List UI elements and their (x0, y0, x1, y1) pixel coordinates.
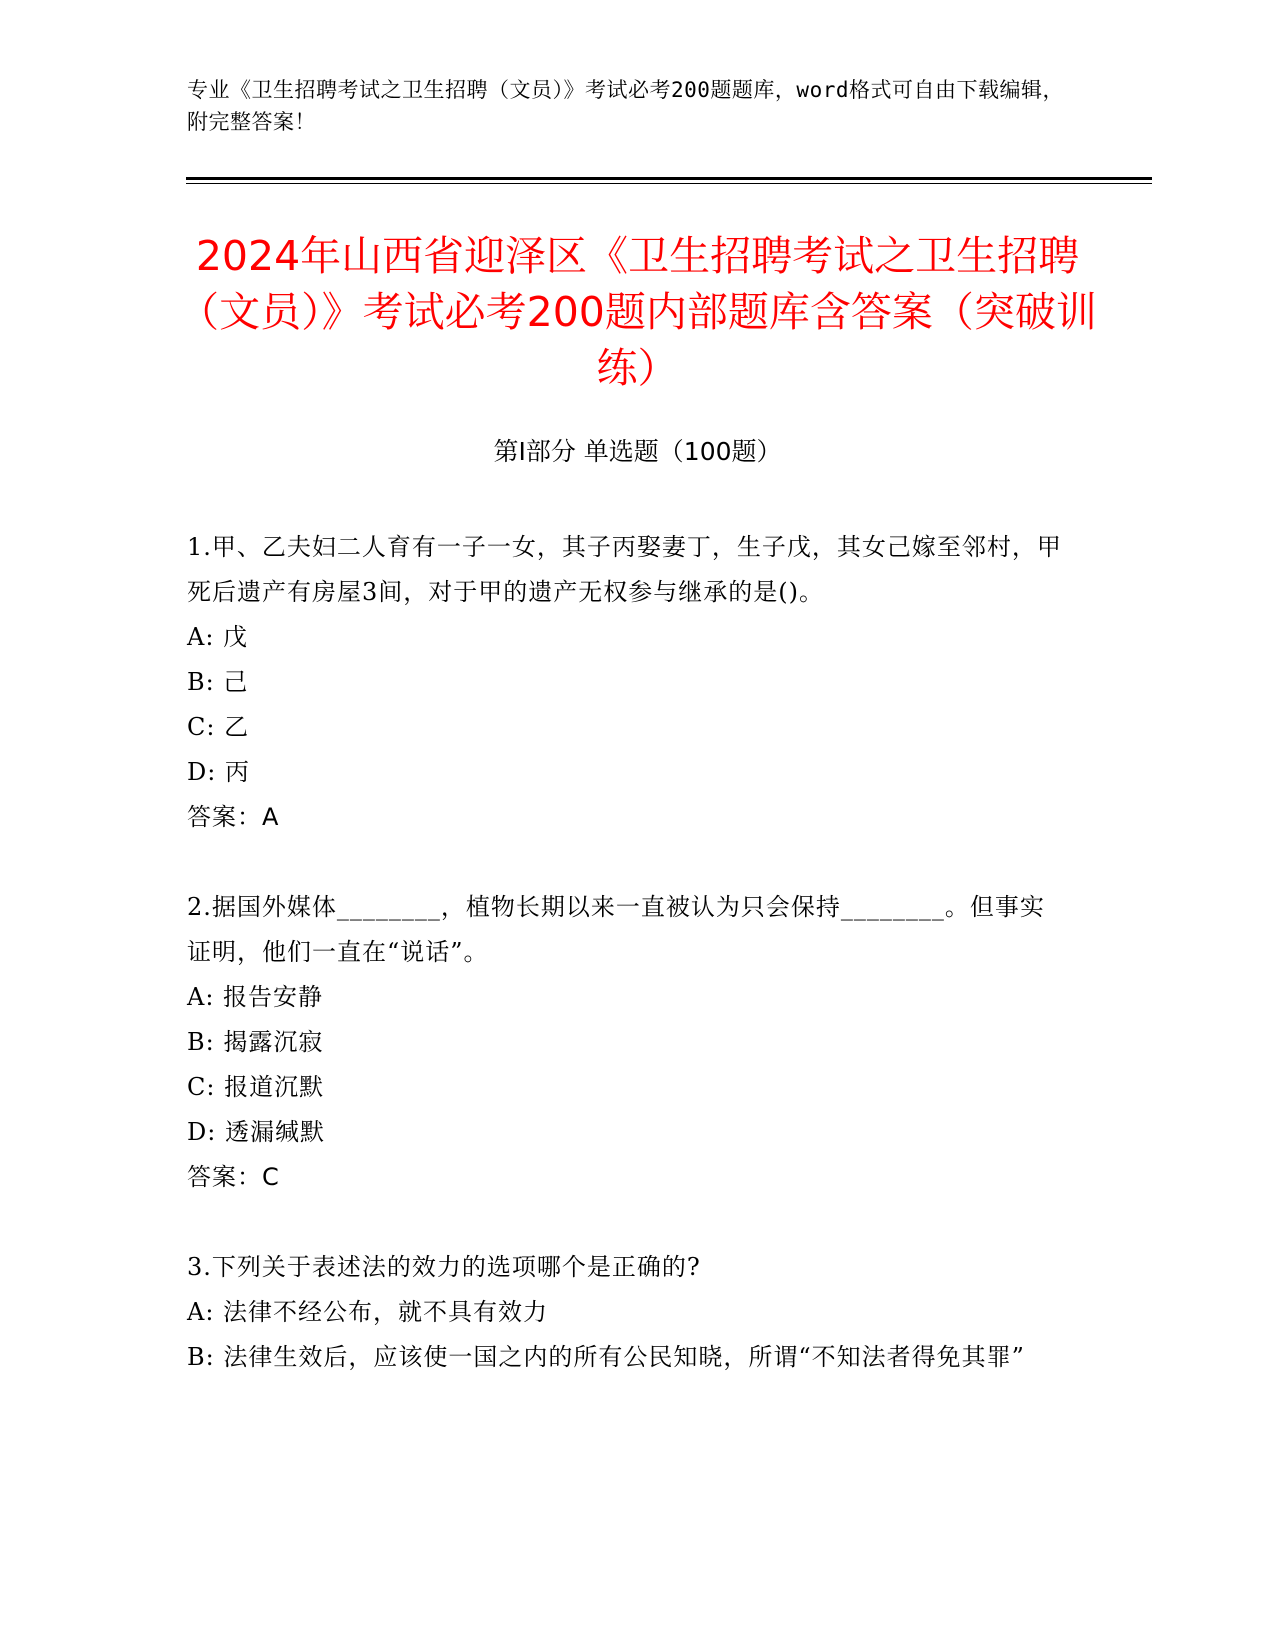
option-d: D: 丙 (187, 758, 250, 786)
question-stem: 1.甲、乙夫妇二人育有一子一女，其子丙娶妻丁，生子戊，其女己嫁至邻村，甲死后遗产有房屋3间，对于甲的遗产无权参与继承的是()。 (187, 533, 1062, 606)
option-a: A: 报告安静 (187, 983, 324, 1011)
answer-line: 答案：A (187, 803, 280, 831)
document-title: 2024年山西省迎泽区《卫生招聘考试之卫生招聘（文员）》考试必考200题内部题库含答案（突破训练） (178, 232, 1097, 392)
question-list (187, 525, 1067, 1425)
option-d: D: 透漏缄默 (187, 1118, 325, 1146)
option-b: B: 揭露沉寂 (187, 1028, 324, 1056)
section-heading: 第Ⅰ部分 单选题（100题） (493, 437, 782, 466)
question-stem: 2.据国外媒体________，植物长期以来一直被认为只会保持________。但事实证明，他们一直在“说话”。 (187, 893, 1045, 966)
option-a: A: 法律不经公布，就不具有效力 (187, 1298, 549, 1326)
question-2 (187, 885, 1067, 1200)
option-c: C: 乙 (187, 713, 250, 741)
option-a: A: 戊 (187, 623, 249, 651)
option-b: B: 己 (187, 668, 249, 696)
option-b: B: 法律生效后，应该使一国之内的所有公民知晓，所谓“不知法者得免其罪” (187, 1343, 1025, 1371)
option-c: C: 报道沉默 (187, 1073, 325, 1101)
question-1 (187, 525, 1067, 840)
header-divider-thin (186, 183, 1152, 184)
header-divider-thick (186, 177, 1152, 180)
header-note: 专业《卫生招聘考试之卫生招聘（文员）》考试必考200题题库，word格式可自由下载编辑，附完整答案！ (187, 78, 1064, 134)
question-3 (187, 1245, 1067, 1380)
question-stem: 3.下列关于表述法的效力的选项哪个是正确的? (187, 1253, 701, 1281)
answer-line: 答案：C (187, 1163, 280, 1191)
